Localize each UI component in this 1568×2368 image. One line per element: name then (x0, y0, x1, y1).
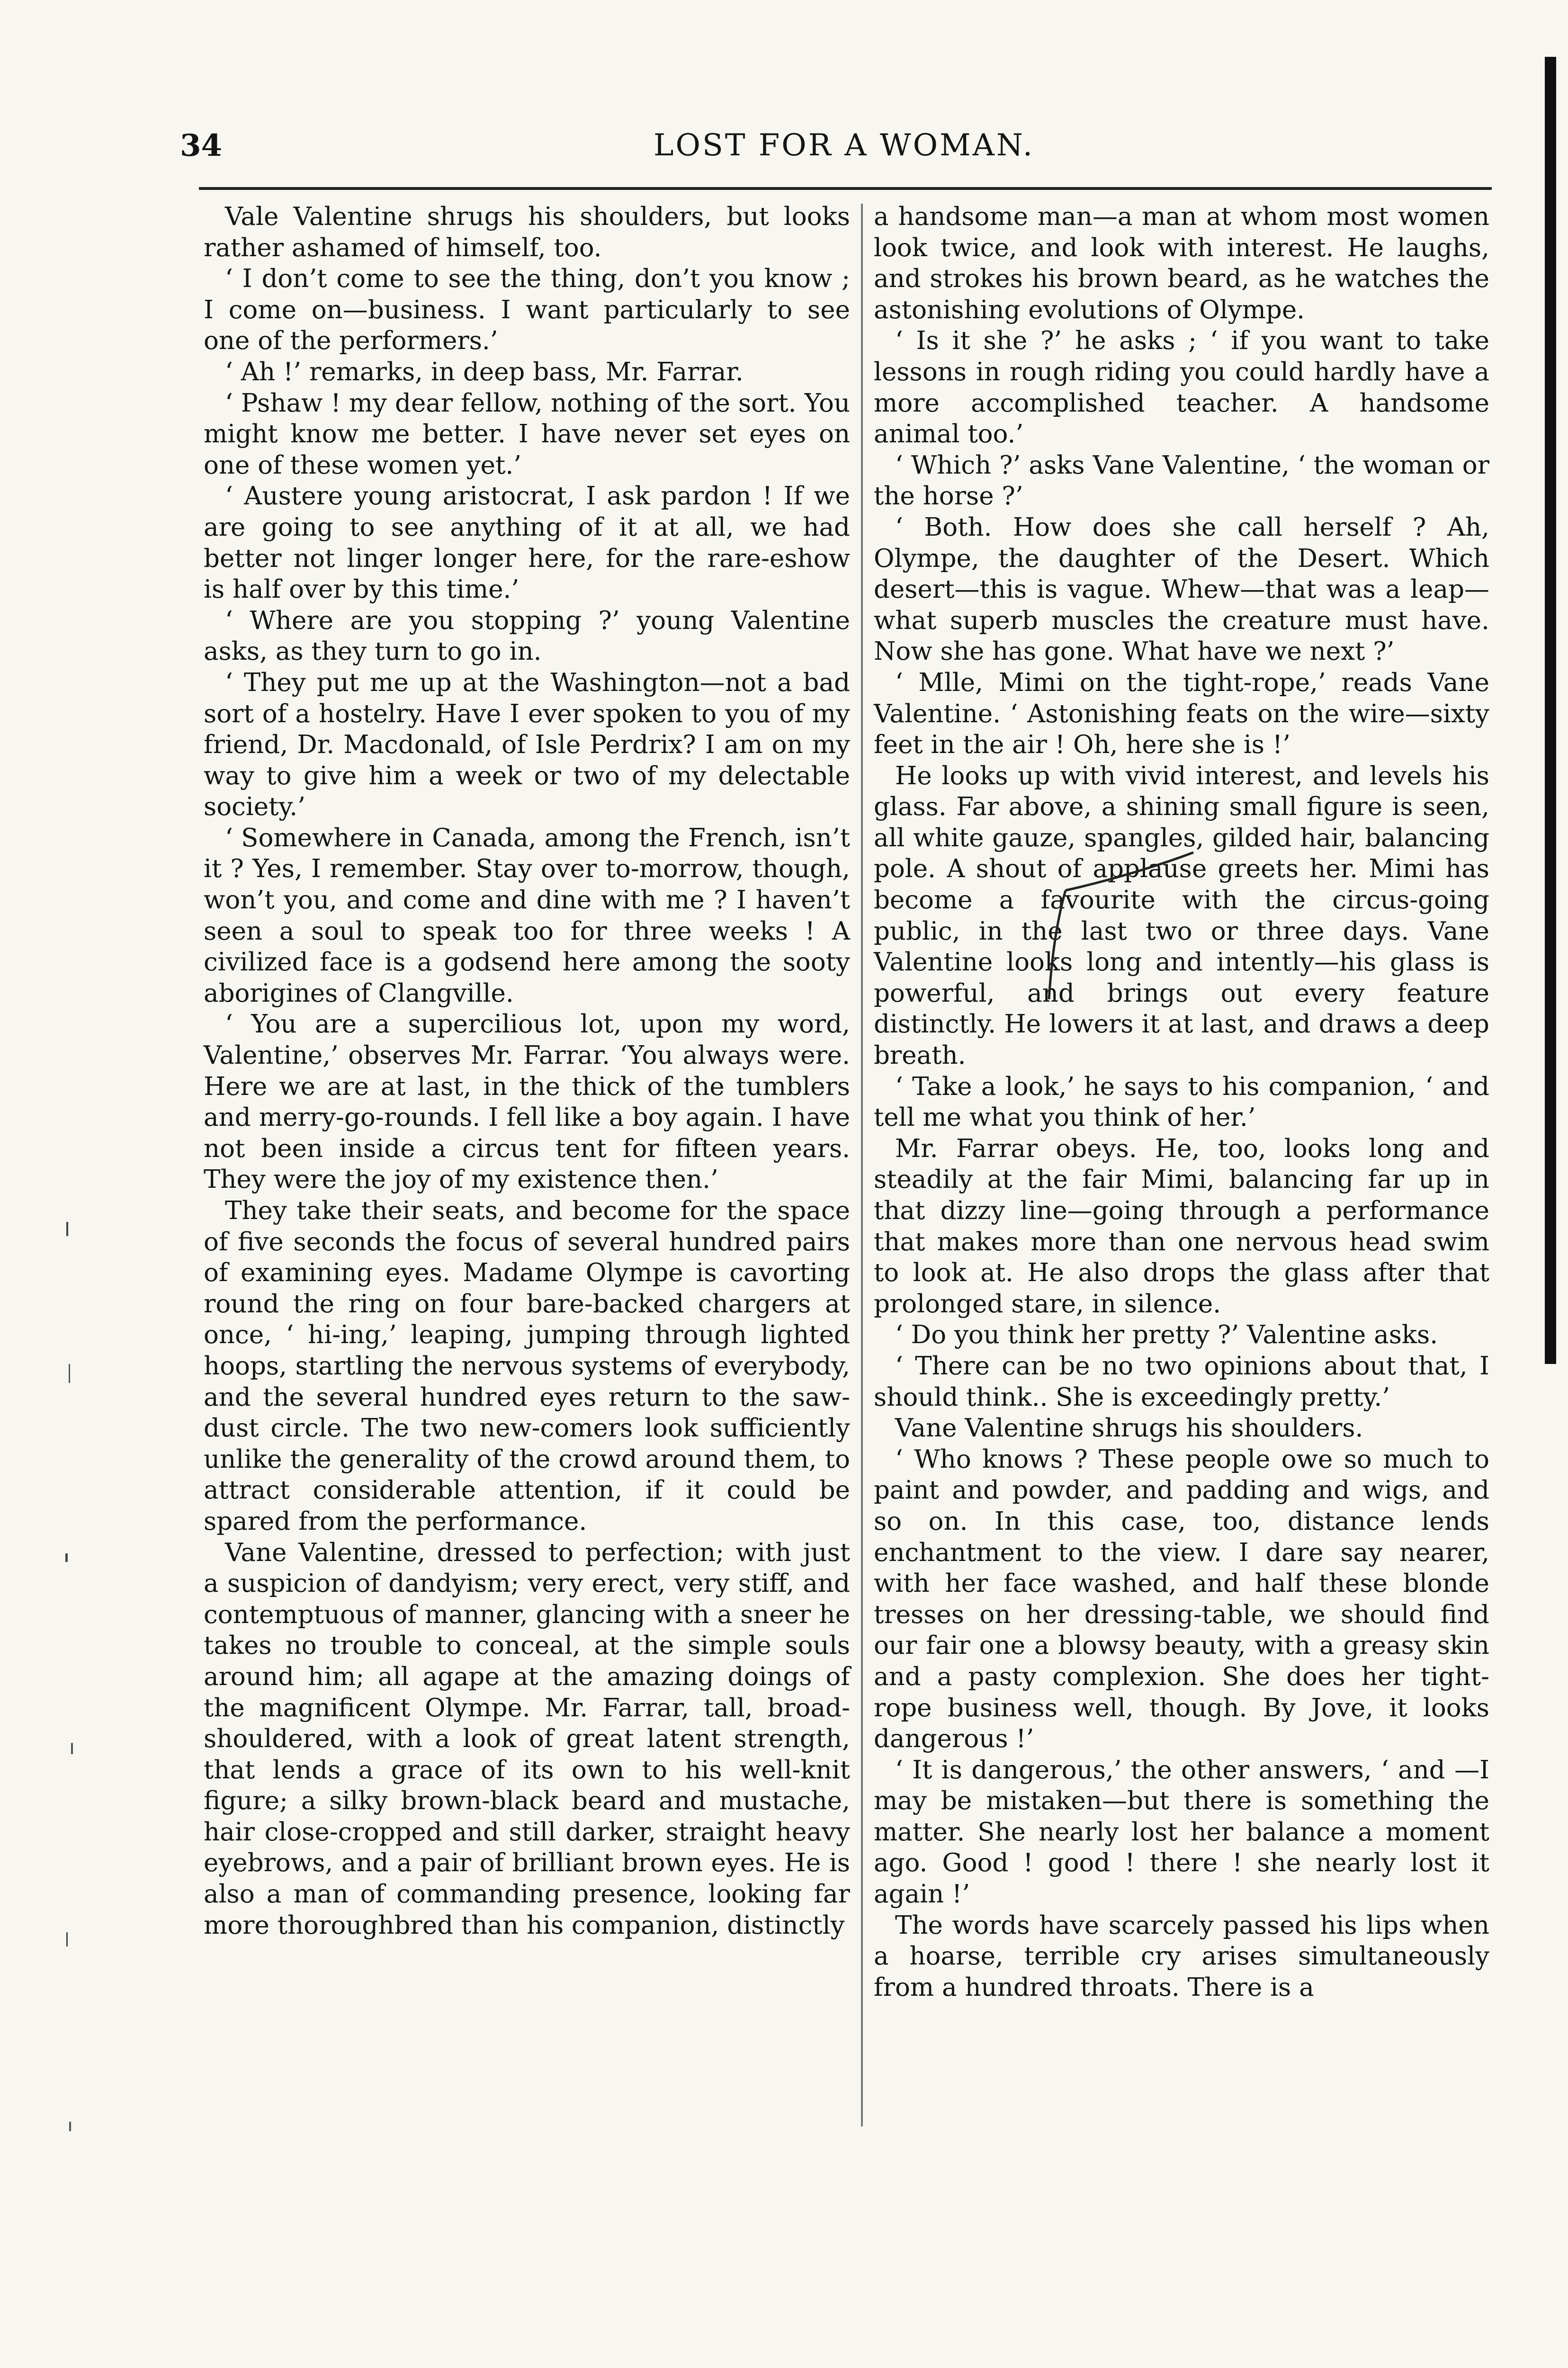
paragraph: ‘ Mlle, Mimi on the tight-rope,’ reads Vane Valentine. ‘ Astonishing feats on the wire—sixty feet in the air ! Oh, here she is !’ (874, 668, 1489, 760)
paragraph: Vale Valentine shrugs his shoulders, but looks rather ashamed of himself, too. (204, 202, 850, 262)
paragraph: ‘ Pshaw ! my dear fellow, nothing of the sort. You might know me better. I have never set eyes on one of these women yet.’ (204, 388, 850, 480)
paragraph: ‘ Both. How does she call herself ? Ah, Olympe, the daughter of the Desert. Which desert—this is vague. Whew—that was a leap—what superb muscles the creature must have. Now she has gone. What have we next ?’ (874, 512, 1489, 666)
paragraph: ‘ Who knows ? These people owe so much to paint and powder, and padding and wigs, and so on. In this case, too, distance lends enchantment to the view. I dare say nearer, with her face washed, and half these blonde tresses on her dressing-table, we should find our fair one a blowsy beauty, with a greasy skin and a pasty complexion. She does her tight-rope business well, though. By Jove, it looks dangerous !’ (874, 1444, 1489, 1754)
paragraph: ‘ Somewhere in Canada, among the French, isn’t it ? Yes, I remember. Stay over to-morrow, though, won’t you, and come and dine with me ? I haven’t seen a soul to speak too for three weeks ! A civilized face is a godsend here among the sooty aborigines of Clangville. (204, 823, 850, 1008)
paragraph: ‘ Austere young aristocrat, I ask pardon ! If we are going to see anything of it at all, we had better not linger longer here, for the rare-eshow is half over by this time.’ (204, 482, 850, 604)
paragraph: ‘ Take a look,’ he says to his companion, ‘ and tell me what you think of her.’ (874, 1072, 1489, 1132)
paragraph: They take their seats, and become for the space of five seconds the focus of several hundred pairs of examining eyes. Madame Olympe is cavorting round the ring on four bare-backed chargers at once, ‘ hi-ing,’ leaping, jumping through lighted hoops, startling the nervous systems of everybody, and the several hundred eyes return to the saw-dust circle. The two new-comers look sufficiently unlike the generality of the crowd around them, to attract considerable attention, if it could be spared from the performance. (204, 1196, 850, 1536)
paragraph: Vane Valentine, dressed to perfection; with just a suspicion of dandyism; very erect, very stiff, and contemptuous of manner, glancing with a sneer he takes no trouble to conceal, at the simple souls around him; all agape at the amazing doings of the magnificent Olympe. Mr. Farrar, tall, broad-shouldered, with a look of great latent strength, that lends a grace of its own to his well-knit figure; a silky brown-black beard and mustache, hair close-cropped and still darker, straight heavy eyebrows, and a pair of brilliant brown eyes. He is also a man of commanding presence, looking far more thoroughbred than his companion, distinctly (204, 1538, 850, 1940)
paragraph: Mr. Farrar obeys. He, too, looks long and steadily at the fair Mimi, balancing far up in that dizzy line—going through a performance that makes more than one nervous head swim to look at. He also drops the glass after that prolonged stare, in silence. (874, 1134, 1489, 1319)
paragraph: ‘ Which ?’ asks Vane Valentine, ‘ the woman or the horse ?’ (874, 450, 1489, 511)
pencil-annotation-mark (1037, 848, 1198, 1004)
column-divider (861, 204, 863, 2126)
paragraph: The words have scarcely passed his lips when a hoarse, terrible cry arises simultaneously from a hundred throats. There is a (874, 1911, 1489, 2002)
running-header (0, 128, 1568, 180)
scan-edge-bar (1545, 57, 1556, 1364)
margin-specks (52, 1222, 90, 2359)
paragraph: Vane Valentine shrugs his shoulders. (895, 1414, 1363, 1443)
page-number: 34 (180, 128, 223, 163)
right-column (874, 201, 1489, 2003)
paragraph: ‘ Do you think her pretty ?’ Valentine asks. (895, 1320, 1438, 1350)
paragraph: ‘ Where are you stopping ?’ young Valentine asks, as they turn to go in. (204, 606, 850, 666)
paragraph: He looks up with vivid interest, and levels his glass. Far above, a shining small figure is seen, all white gauze, spangles, gilded hair, balancing pole. A shout of applause greets her. Mimi has become a favourite with the circus-going public, in the last two or three days. Vane Valentine looks long and intently—his glass is powerful, and brings out every feature distinctly. He lowers it at last, and draws a deep breath. (874, 761, 1489, 1070)
left-column (204, 201, 850, 1941)
header-rule (199, 187, 1492, 190)
paragraph: ‘ I don’t come to see the thing, don’t you know ; I come on—business. I want particularly to see one of the performers.’ (204, 264, 850, 356)
paragraph: ‘ Is it she ?’ he asks ; ‘ if you want to take lessons in rough riding you could hardly have a more accomplished teacher. A handsome animal too.’ (874, 326, 1489, 449)
paragraph: ‘ It is dangerous,’ the other answers, ‘ and —I may be mistaken—but there is something the matter. She nearly lost her balance a moment ago. Good ! good ! there ! she nearly lost it again !’ (874, 1755, 1489, 1909)
paragraph: ‘ Ah !’ remarks, in deep bass, Mr. Farrar. (225, 357, 744, 386)
paragraph: ‘ They put me up at the Washington—not a bad sort of a hostelry. Have I ever spoken to you of my friend, Dr. Macdonald, of Isle Perdrix? I am on my way to give him a week or two of my delectable society.’ (204, 668, 850, 822)
paragraph: a handsome man—a man at whom most women look twice, and look with interest. He laughs, and strokes his brown beard, as he watches the astonishing evolutions of Olympe. (874, 202, 1489, 324)
paragraph: ‘ You are a supercilious lot, upon my word, Valentine,’ observes Mr. Farrar. ‘You always were. Here we are at last, in the thick of the tumblers and merry-go-rounds. I fell like a boy again. I have not been inside a circus tent for fifteen years. They were the joy of my existence then.’ (204, 1010, 850, 1194)
running-title: LOST FOR A WOMAN. (654, 128, 1035, 163)
paragraph: ‘ There can be no two opinions about that, I should think.. She is exceedingly pretty.’ (874, 1351, 1489, 1412)
